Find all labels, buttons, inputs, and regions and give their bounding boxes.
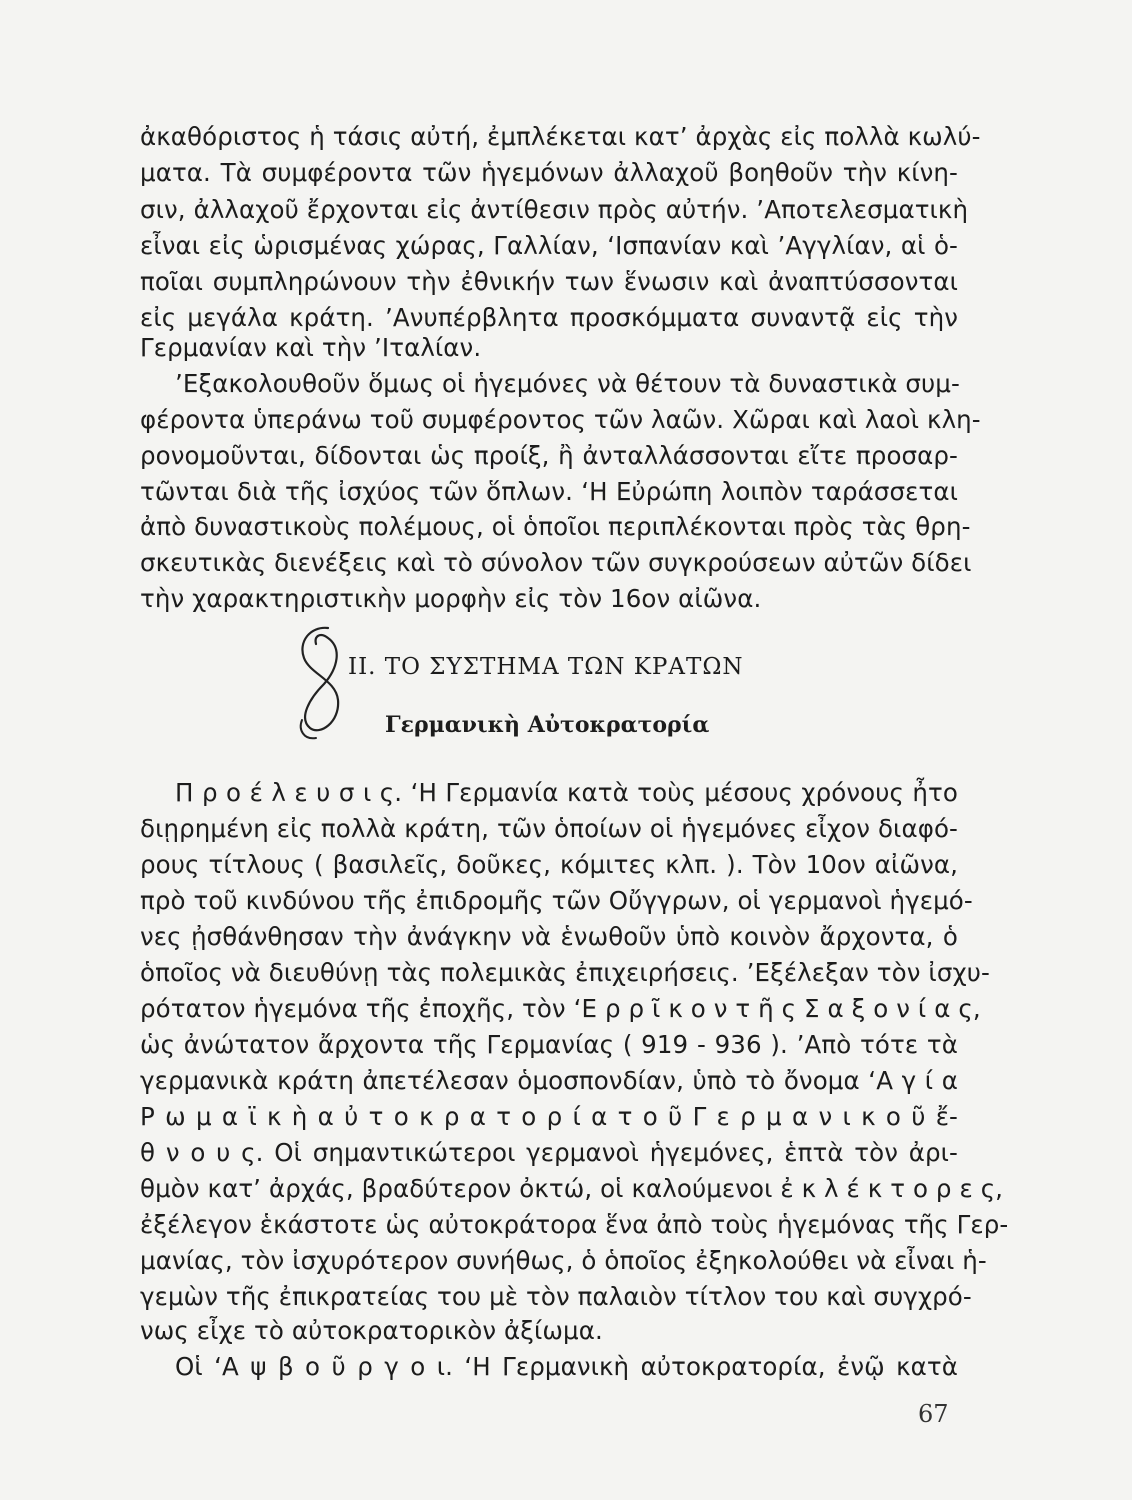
text-line: νες ᾐσθάνθησαν τὴν ἀνάγκην νὰ ἑνωθοῦν ὑπὸ κοινὸν ἄρχοντα, ὁ [140,922,958,951]
section-heading: ΙΙ. ΤΟ ΣΥΣΤΗΜΑ ΤΩΝ ΚΡΑΤΩΝ [348,654,744,680]
text-line: ρονομοῦνται, δίδονται ὡς προίξ, ἢ ἀνταλλάσσονται εἴτε προσαρ- [140,441,958,470]
text-line: ρότατον ἡγεμόνα τῆς ἐποχῆς, τὸν ‘Ε ρ ρ ῖ κ ο ν τ ῆ ς Σ α ξ ο ν ί α ς, [140,994,981,1023]
text-line: ὡς ἀνώτατον ἄρχοντα τῆς Γερμανίας ( 919 - 936 ). ’Απὸ τότε τὰ [140,1030,958,1059]
text-line: πρὸ τοῦ κινδύνου τῆς ἐπιδρομῆς τῶν Οὔγγρων, οἱ γερμανοὶ ἡγεμό- [140,886,973,915]
text-line: σιν, ἀλλαχοῦ ἔρχονται εἰς ἀντίθεσιν πρὸς αὐτήν. ’Αποτελεσματικὴ [140,195,969,224]
text-line: θμὸν κατ’ ἀρχάς, βραδύτερον ὀκτώ, οἱ καλούμενοι ἐ κ λ έ κ τ ο ρ ε ς, [140,1174,1004,1203]
text-line: σκευτικὰς διενέξεις καὶ τὸ σύνολον τῶν συγκρούσεων αὐτῶν δίδει [140,548,972,577]
text-line: ἀκαθόριστος ἡ τάσις αὐτή, ἐμπλέκεται κατ’ ἀρχὰς εἰς πολλὰ κωλύ- [140,122,981,151]
paragraph-start-line: Οἱ ‘Α ψ β ο ῦ ρ γ ο ι. ‘Η Γερμανικὴ αὐτοκρατορία, ἐνῷ κατὰ [175,1352,958,1381]
text-line: τῶνται διὰ τῆς ἰσχύος τῶν ὅπλων. ‘Η Εὐρώπη λοιπὸν ταράσσεται [140,477,958,506]
page-number: 67 [918,1400,949,1428]
paragraph-start-line: ’Εξακολουθοῦν ὅμως οἱ ἡγεμόνες νὰ θέτουν τὰ δυναστικὰ συμ- [175,369,960,398]
text-line: ὁποῖος νὰ διευθύνῃ τὰς πολεμικὰς ἐπιχειρήσεις. ’Εξέλεξαν τὸν ἰσχυ- [140,958,990,987]
text-line: γερμανικὰ κράτη ἀπετέλεσαν ὁμοσπονδίαν, ὑπὸ τὸ ὄνομα ‘Α γ ί α [140,1066,958,1095]
text-line: γεμὼν τῆς ἐπικρατείας του μὲ τὸν παλαιὸν τίτλον του καὶ συγχρό- [140,1282,972,1311]
section-subheading: Γερμανικὴ Αὐτοκρατορία [385,712,710,738]
handwritten-section-mark-icon [280,622,350,752]
text-line: θ ν ο υ ς. Οἱ σημαντικώτεροι γερμανοὶ ἡγεμόνες, ἑπτὰ τὸν ἀρι- [140,1138,958,1167]
text-line: Γερμανίαν καὶ τὴν ’Ιταλίαν. [140,333,482,362]
text-line: ἐξέλεγον ἑκάστοτε ὡς αὐτοκράτορα ἕνα ἀπὸ τοὺς ἡγεμόνας τῆς Γερ- [140,1210,1009,1239]
text-line: τὴν χαρακτηριστικὴν μορφὴν εἰς τὸν 16ον αἰῶνα. [140,584,762,613]
text-line: ποῖαι συμπληρώνουν τὴν ἐθνικήν των ἕνωσιν καὶ ἀναπτύσσονται [140,267,958,296]
text-line: εἰς μεγάλα κράτη. ’Ανυπέρβλητα προσκόμματα συναντᾷ εἰς τὴν [140,303,958,332]
text-line: ρους τίτλους ( βασιλεῖς, δοῦκες, κόμιτες κλπ. ). Τὸν 10ον αἰῶνα, [140,850,958,879]
text-line: εἶναι εἰς ὡρισμένας χώρας, Γαλλίαν, ‘Ισπανίαν καὶ ’Αγγλίαν, αἱ ὁ- [140,231,958,260]
text-line: φέροντα ὑπεράνω τοῦ συμφέροντος τῶν λαῶν. Χῶραι καὶ λαοὶ κλη- [140,405,981,434]
text-line: ἀπὸ δυναστικοὺς πολέμους, οἱ ὁποῖοι περιπλέκονται πρὸς τὰς θρη- [140,512,971,541]
text-line: ματα. Τὰ συμφέροντα τῶν ἡγεμόνων ἀλλαχοῦ βοηθοῦν τὴν κίνη- [140,158,958,187]
text-line: νως εἶχε τὸ αὐτοκρατορικὸν ἀξίωμα. [140,1316,603,1345]
paragraph-start-line: Π ρ ο έ λ ε υ σ ι ς. ‘Η Γερμανία κατὰ τοὺς μέσους χρόνους ἦτο [175,778,958,807]
text-line: Ρ ω μ α ϊ κ ὴ α ὐ τ ο κ ρ α τ ο ρ ί α τ ο ῦ Γ ε ρ μ α ν ι κ ο ῦ ἔ- [140,1102,958,1131]
text-line: μανίας, τὸν ἰσχυρότερον συνήθως, ὁ ὁποῖος ἐξηκολούθει νὰ εἶναι ἡ- [140,1246,987,1275]
text-line: διῃρημένη εἰς πολλὰ κράτη, τῶν ὁποίων οἱ ἡγεμόνες εἶχον διαφό- [140,814,958,843]
